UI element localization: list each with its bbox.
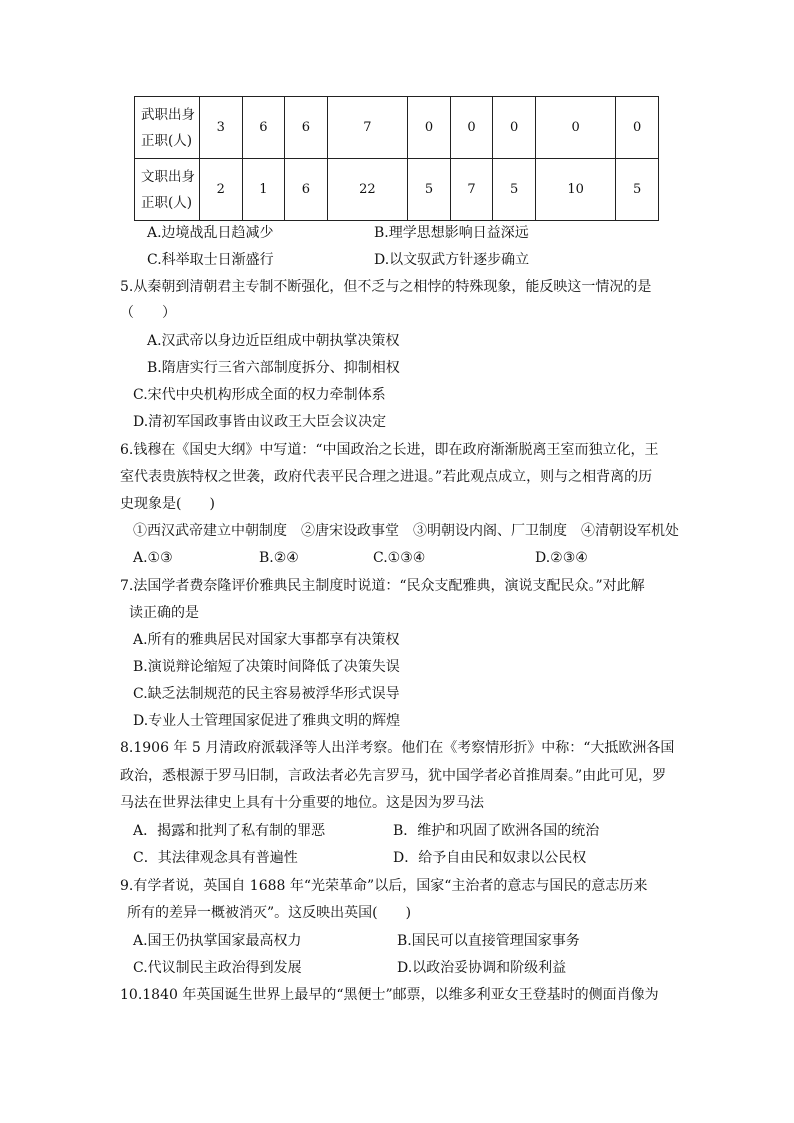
table-cell: 7	[327, 97, 407, 159]
q5-option-c: C.宋代中央机构形成全面的权力牵制体系	[133, 387, 386, 403]
row-label-line2: 正职(人)	[141, 194, 193, 211]
table-cell: 6	[242, 97, 285, 159]
table-cell: 0	[535, 97, 615, 159]
q8-stem-line2: 政治，悉根源于罗马旧制，言政法者必先言罗马，犹中国学者必首推周秦。”由此可见，罗	[120, 768, 667, 784]
q7-option-b: B.演说辩论缩短了决策时间降低了决策失误	[133, 659, 400, 675]
q4-option-d: D.以文驭武方针逐步确立	[374, 252, 530, 268]
table-cell: 7	[450, 159, 493, 221]
table-cell: 2	[200, 159, 243, 221]
q6-items: ①西汉武帝建立中朝制度 ②唐宋设政事堂 ③明朝设内阁、厂卫制度 ④清朝设军机处	[133, 523, 679, 539]
q6-option-a: A.①③	[133, 550, 173, 566]
q9-stem-line2: 所有的差异一概被消灭”。这反映出英国( )	[127, 905, 412, 921]
q9-option-c: C.代议制民主政治得到发展	[133, 960, 302, 976]
q8-option-b: B．维护和巩固了欧洲各国的统治	[393, 823, 600, 839]
officials-table	[134, 96, 659, 221]
table-cell: 1	[242, 159, 285, 221]
q6-stem-line3: 史现象是( )	[120, 496, 215, 512]
q7-option-a: A.所有的雅典居民对国家大事都享有决策权	[133, 632, 400, 648]
q8-option-d: D．给予自由民和奴隶以公民权	[393, 850, 587, 866]
table-cell: 3	[200, 97, 243, 159]
q6-option-c: C.①③④	[373, 550, 426, 566]
q8-option-c: C．其法律观念具有普遍性	[133, 850, 298, 866]
q4-option-a: A.边境战乱日趋减少	[147, 225, 274, 241]
q9-option-b: B.国民可以直接管理国家事务	[397, 933, 580, 949]
q8-stem-line1: 8.1906 年 5 月清政府派载泽等人出洋考察。他们在《考察情形折》中称：“大抵欧洲各国	[120, 740, 675, 756]
row-label	[135, 159, 200, 221]
q9-stem-line1: 9.有学者说，英国自 1688 年“光荣革命”以后，国家“主治者的意志与国民的意志历来	[120, 878, 648, 894]
q5-option-d: D.清初军国政事皆由议政王大臣会议决定	[133, 414, 387, 430]
q7-option-d: D.专业人士管理国家促进了雅典文明的辉煌	[133, 713, 401, 729]
row-label-line1: 武职出身	[141, 106, 195, 123]
q9-option-a: A.国王仍执掌国家最高权力	[133, 933, 302, 949]
q10-stem-line1: 10.1840 年英国诞生世界上最早的“黑便士”邮票，以维多利亚女王登基时的侧面肖像为	[120, 987, 659, 1003]
q6-option-b: B.②④	[259, 550, 299, 566]
q6-stem-line2: 室代表贵族特权之世袭，政府代表平民合理之进退。”若此观点成立，则与之相背离的历	[120, 469, 653, 485]
table-cell: 6	[285, 97, 328, 159]
table-cell: 6	[285, 159, 328, 221]
table-cell: 0	[450, 97, 493, 159]
table-cell: 5	[616, 159, 659, 221]
q6-stem-line1: 6.钱穆在《国史大纲》中写道：“中国政治之长进，即在政府渐渐脱离王室而独立化，王	[120, 442, 659, 458]
table-row	[135, 97, 659, 159]
q6-option-d: D.②③④	[535, 550, 588, 566]
q5-option-b: B.隋唐实行三省六部制度拆分、抑制相权	[147, 360, 400, 376]
table-cell: 10	[535, 159, 615, 221]
q7-stem-line2: 读正确的是	[129, 605, 199, 621]
row-label-line2: 正职(人)	[141, 132, 193, 149]
q7-stem-line1: 7.法国学者费奈隆评价雅典民主制度时说道：“民众支配雅典，演说支配民众。”对此解	[120, 578, 645, 594]
q4-option-c: C.科举取士日渐盛行	[147, 252, 274, 268]
q9-option-d: D.以政治妥协调和阶级利益	[397, 960, 567, 976]
q8-option-a: A．揭露和批判了私有制的罪恶	[133, 823, 326, 839]
q5-stem-line1: 5.从秦朝到清朝君主专制不断强化，但不乏与之相悖的特殊现象，能反映这一情况的是	[120, 279, 652, 295]
q4-option-b: B.理学思想影响日益深远	[374, 225, 529, 241]
table-cell: 5	[493, 159, 536, 221]
row-label	[135, 97, 200, 159]
q8-stem-line3: 马法在世界法律史上具有十分重要的地位。这是因为罗马法	[120, 795, 484, 811]
table-cell: 0	[493, 97, 536, 159]
table-cell: 5	[408, 159, 451, 221]
row-label-line1: 文职出身	[141, 168, 195, 185]
table-row	[135, 159, 659, 221]
q7-option-c: C.缺乏法制规范的民主容易被浮华形式误导	[133, 686, 400, 702]
q5-option-a: A.汉武帝以身边近臣组成中朝执掌决策权	[147, 333, 400, 349]
q5-stem-line2: （ ）	[120, 305, 176, 321]
table-cell: 0	[616, 97, 659, 159]
table-cell: 22	[327, 159, 407, 221]
table-cell: 0	[408, 97, 451, 159]
